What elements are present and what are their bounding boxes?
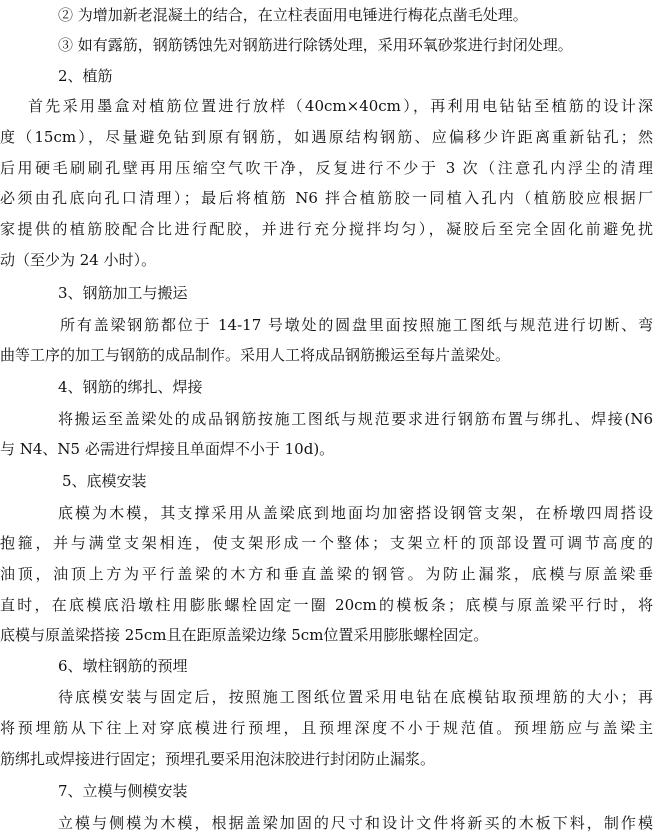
paragraph-line: 待底模安装与固定后，按照施工图纸位置采用电钻在底模钻取预埋筋的大小；再	[58, 688, 653, 706]
paragraph-line: 度（15cm），尽量避免钻到原有钢筋，如遇原结构钢筋、应偏移少许距离重新钻孔；然	[0, 128, 653, 146]
paragraph-line: ③ 如有露筋，钢筋锈蚀先对钢筋进行除锈处理，采用环氧砂浆进行封闭处理。	[58, 36, 573, 54]
paragraph-line: 所有盖梁钢筋都位于 14-17 号墩处的圆盘里面按照施工图纸与规范进行切断、弯	[60, 316, 653, 334]
paragraph-line: 必须由孔底向孔口清理）；最后将植筋 N6 拌合植筋胶一同植入孔内（植筋胶应根据厂	[0, 189, 653, 207]
paragraph-line: 后用硬毛刷刷孔壁再用压缩空气吹干净，反复进行不少于 3 次（注意孔内浮尘的清理	[0, 159, 653, 177]
paragraph-line: 立模与侧模为木模，根据盖梁加固的尺寸和设计文件将新买的木板下料，制作模	[58, 814, 653, 832]
paragraph-line: 底模与原盖梁搭接 25cm且在距原盖梁边缘 5cm位置采用膨胀螺栓固定。	[0, 626, 489, 644]
paragraph-line: 筋绑扎或焊接进行固定；预埋孔要采用泡沫胶进行封闭防止漏浆。	[0, 750, 436, 768]
paragraph-line: 抱箍，并与满堂支架相连，使支架形成一个整体；支架立杆的顶部设置可调节高度的	[0, 534, 653, 552]
section-heading: 3、钢筋加工与搬运	[58, 284, 188, 302]
paragraph-line: 动（至少为 24 小时）。	[0, 251, 157, 269]
paragraph-line: 油顶，油顶上方为平行盖梁的木方和垂直盖梁的钢管。为防止漏浆，底模与原盖梁垂	[0, 565, 653, 583]
paragraph-line: 将预埋筋从下往上对穿底模进行预埋，且预埋深度不小于规范值。预埋筋应与盖梁主	[0, 719, 653, 737]
paragraph-line: 与 N4、N5 必需进行焊接且单面焊不小于 10d)。	[0, 440, 335, 458]
paragraph-line: 曲等工序的加工与钢筋的成品制作。采用人工将成品钢筋搬运至每片盖梁处。	[0, 346, 511, 364]
section-heading: 4、钢筋的绑扎、焊接	[58, 378, 203, 396]
section-heading: 7、立模与侧模安装	[58, 782, 188, 800]
paragraph-line: ② 为增加新老混凝土的结合，在立柱表面用电锤进行梅花点凿毛处理。	[58, 6, 528, 24]
paragraph-line: 直时，在底模底沿墩柱用膨胀螺栓固定一圈 20cm的模板条；底模与原盖梁平行时，将	[0, 596, 653, 614]
paragraph-line: 家提供的植筋胶配合比进行配胶，并进行充分搅拌均匀），凝胶后至完全固化前避免扰	[0, 220, 653, 238]
paragraph-line: 首先采用墨盒对植筋位置进行放样（40cm×40cm），再利用电钻钻至植筋的设计深	[28, 97, 653, 115]
paragraph-line: 将搬运至盖梁处的成品钢筋按施工图纸与规范要求进行钢筋布置与绑扎、焊接(N6	[58, 410, 653, 428]
paragraph-line: 底模为木模，其支撑采用从盖梁底到地面均加密搭设钢管支架，在桥墩四周搭设	[58, 504, 653, 522]
section-heading: 5、底模安装	[62, 472, 147, 490]
section-heading: 2、植筋	[58, 67, 113, 85]
section-heading: 6、墩柱钢筋的预埋	[58, 657, 188, 675]
